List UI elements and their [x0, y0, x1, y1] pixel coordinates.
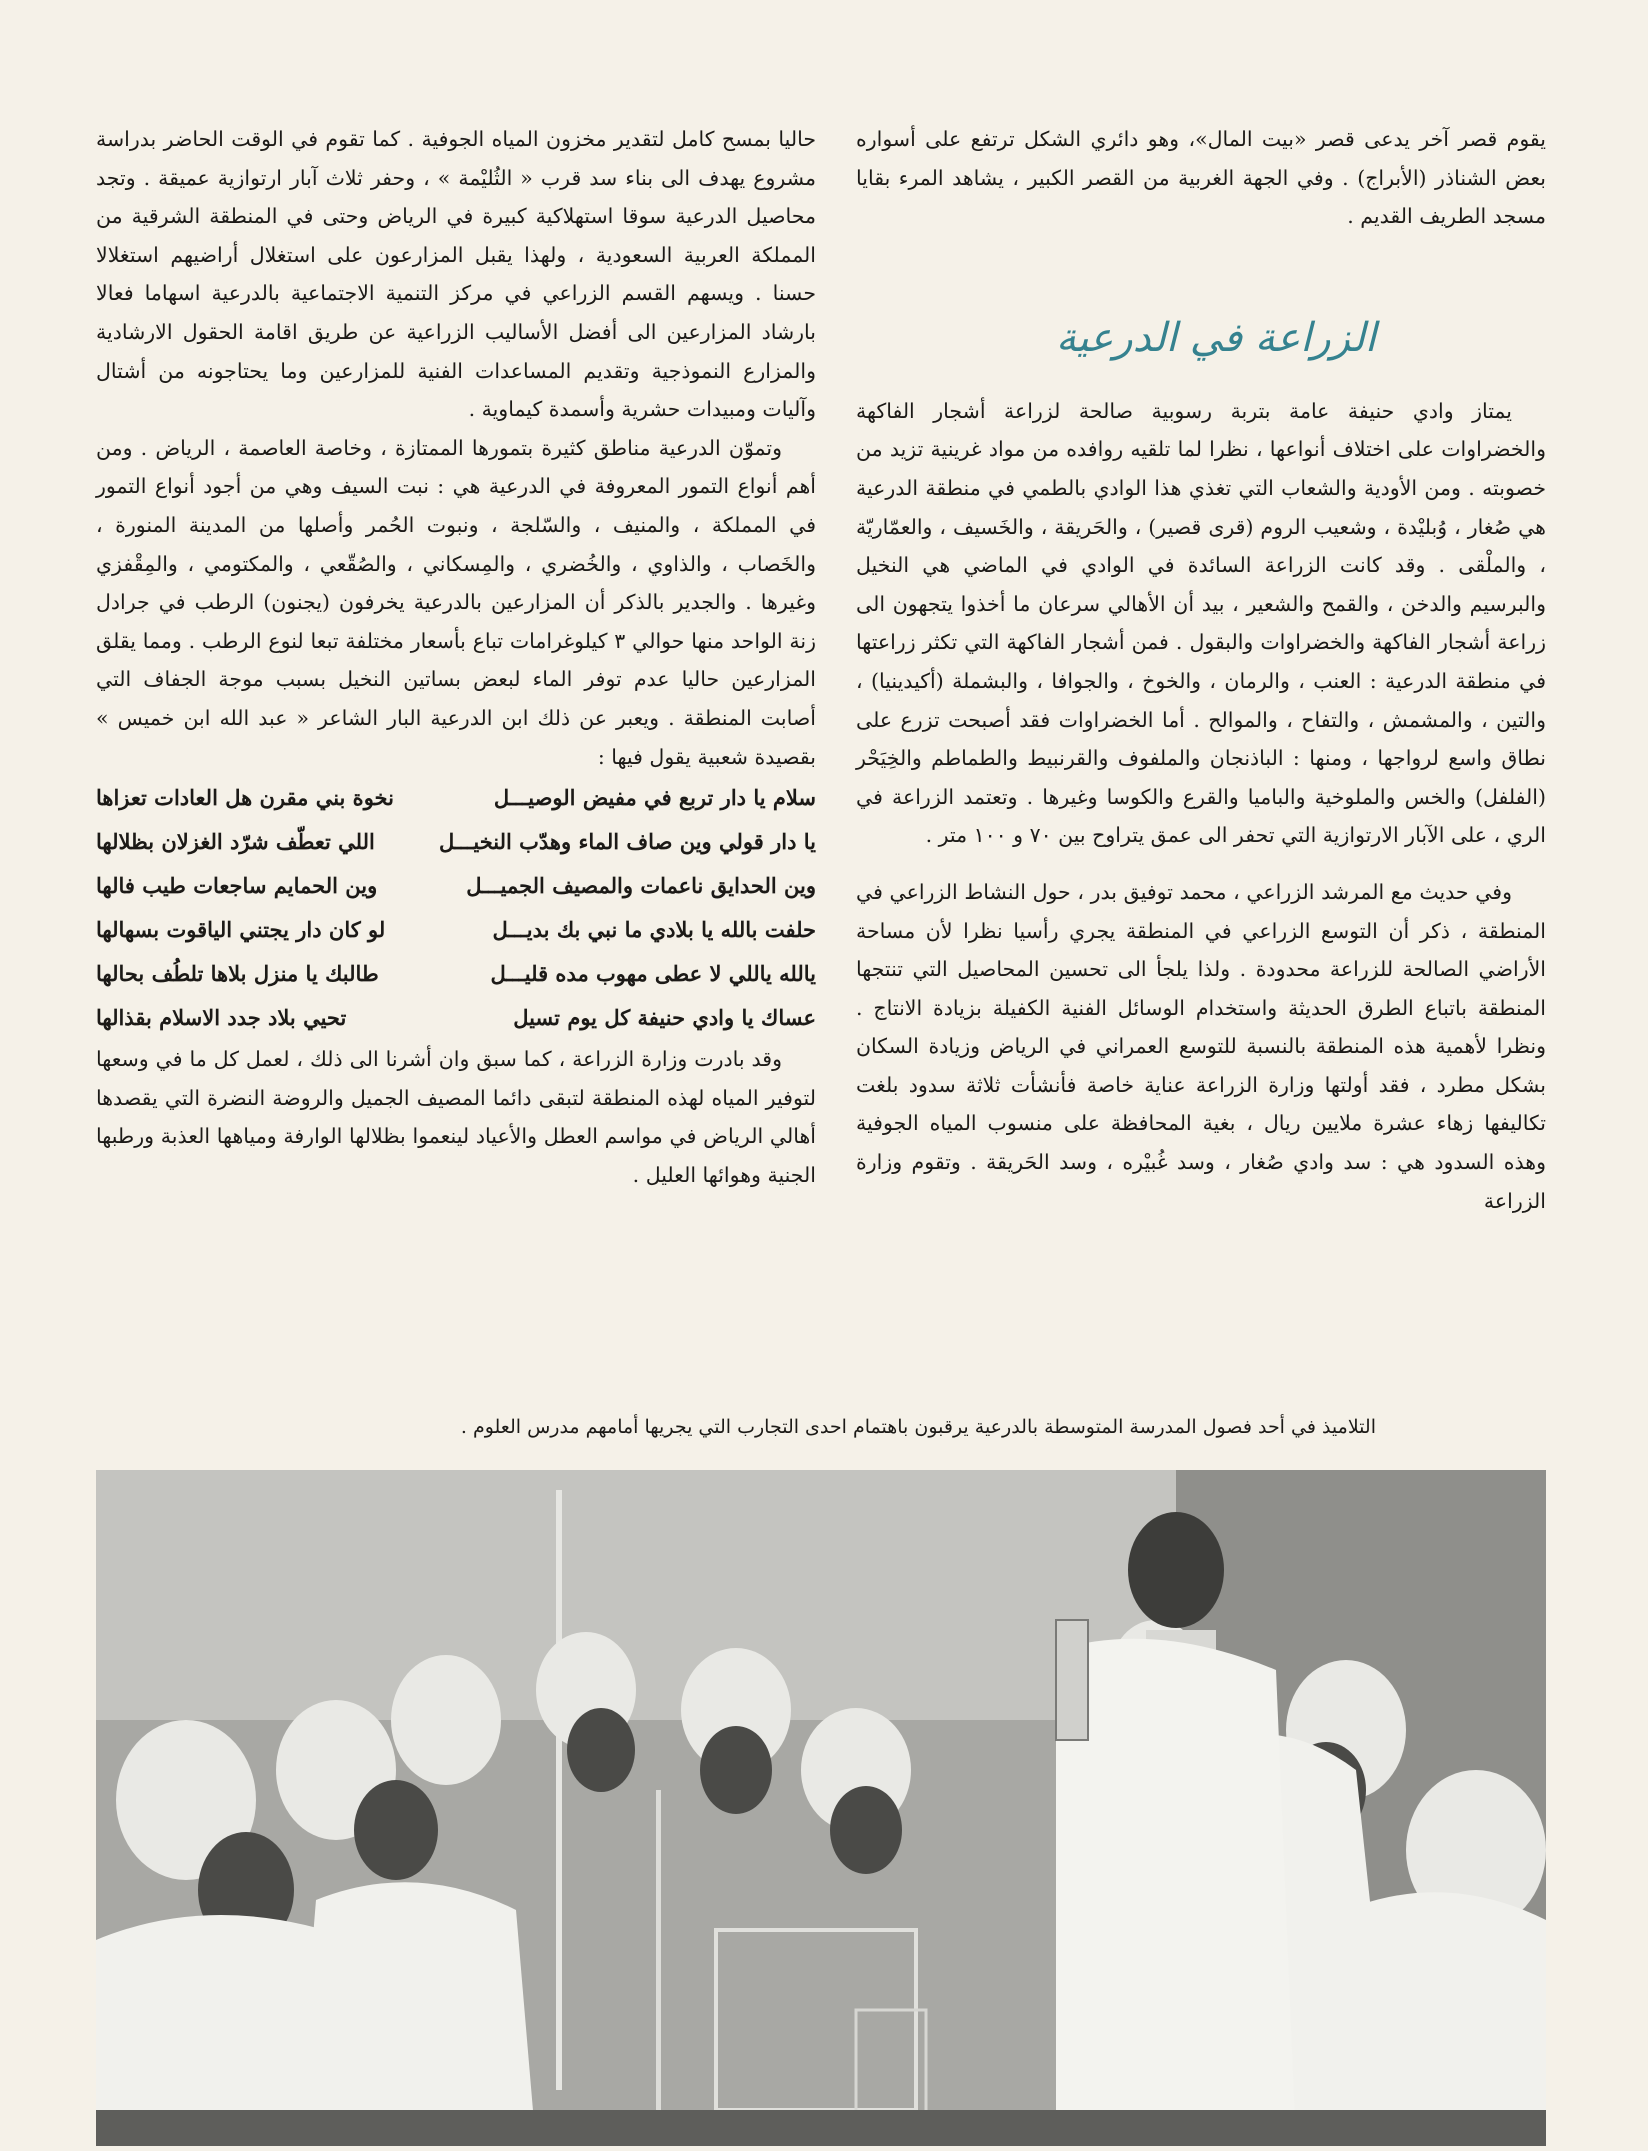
poem-hemistich: سلام يا دار تربع في مفيض الوصيـــل	[493, 785, 816, 811]
photo-caption: التلاميذ في أحد فصول المدرسة المتوسطة بالدرعية يرقبون باهتمام احدى التجارب التي يجريها أمامهم مدرس العلوم .	[460, 1416, 1376, 1438]
poem-hemistich: اللي تعطّف شرّد الغزلان بظلالها	[96, 829, 375, 855]
poem-hemistich: وين الحمايم ساجعات طيب فالها	[96, 873, 378, 899]
closing-paragraph: وقد بادرت وزارة الزراعة ، كما سبق وان أشرنا الى ذلك ، لعمل كل ما في وسعها لتوفير المياه لهذه المنطقة لتبقى دائما المصيف الجميل والروضة النضرة التي يقصدها أهالي الرياض في مواسم العطل والأعياد لينعموا بظلالها الوارفة ومياهها العذبة ورطبها الجنية وهوائها العليل .	[96, 1047, 816, 1187]
left-column	[96, 120, 816, 1194]
paragraph: حاليا بمسح كامل لتقدير مخزون المياه الجوفية . كما تقوم في الوقت الحاضر بدراسة مشروع يهدف الى بناء سد قرب « الثُليْمة » ، وحفر ثلاث آبار ارتوازية عميقة . وتجد محاصيل الدرعية سوقا استهلاكية كبيرة في الرياض وحتى في المنطقة الشرقية من المملكة العربية السعودية ، ولهذا يقبل المزارعون على استغلال أراضيهم استغلالا حسنا . ويسهم القسم الزراعي في مركز التنمية الاجتماعية بالدرعية اسهاما فعالا بارشاد المزارعين الى أفضل الأساليب الزراعية عن طريق اقامة الحقول الارشادية والمزارع النموذجية وتقديم المساعدات الفنية للمزارعين وما يحتاجونه من أشتال وآليات ومبيدات حشرية وأسمدة كيماوية .	[96, 127, 816, 422]
poem-line	[96, 776, 816, 820]
paragraph: يمتاز وادي حنيفة عامة بتربة رسوبية صالحة لزراعة أشجار الفاكهة والخضراوات على اختلاف أنواعها ، نظرا لما تلقيه روافده من مواد غرينية تزيد من خصوبته . ومن الأودية والشعاب التي تغذي هذا الوادي بالطمي في منطقة الدرعية هي صُغار ، وُبليْدة ، وشعيب الروم (قرى قصير) ، والحَريقة ، والخَسيف ، والعمّاريّة ، والملْقى . وقد كانت الزراعة السائدة في الوادي في الماضي هي النخيل والبرسيم والدخن ، والقمح والشعير ، بيد أن الأهالي سرعان ما أخذوا يتجهون الى زراعة أشجار الفاكهة والخضراوات والبقول . فمن أشجار الفاكهة التي تكثر زراعتها في منطقة الدرعية : العنب ، والرمان ، والخوخ ، والجوافا ، والبشملة (أكيدينيا) ، والتين ، والمشمش ، والتفاح ، والموالح . أما الخضراوات فقد أصبحت تزرع على نطاق واسع لرواجها ، ومنها : الباذنجان والملفوف والقرنبيط والطماطم والخِيَحْر (الفلفل) والخس والملوخية والباميا والقرع والكوسا وغيرها . وتعتمد الزراعة في الري ، على الآبار الارتوازية التي تحفر الى عمق يتراوح بين ٧٠ و ١٠٠ متر .	[856, 398, 1546, 848]
poem-hemistich: لو كان دار يجتني الياقوت بسهالها	[96, 917, 386, 943]
poem-hemistich: تحيي بلاد جدد الاسلام بقذالها	[96, 1005, 347, 1031]
intro-paragraph: يقوم قصر آخر يدعى قصر «بيت المال»، وهو دائري الشكل ترتفع على أسواره بعض الشناذر (الأبراج) . وفي الجهة الغربية من القصر الكبير ، يشاهد المرء بقايا مسجد الطريف القديم .	[856, 127, 1546, 229]
poem-line	[96, 864, 816, 908]
paragraph: وفي حديث مع المرشد الزراعي ، محمد توفيق بدر ، حول النشاط الزراعي في المنطقة ، ذكر أن التوسع الزراعي في المنطقة يجري رأسيا نظرا لأن مساحة الأراضي الصالحة للزراعة محدودة . ولذا يلجأ الى تحسين المحاصيل التي تنتجها المنطقة باتباع الطرق الحديثة واستخدام الوسائل الفنية الكفيلة بزيادة الانتاج . ونظرا لأهمية هذه المنطقة بالنسبة للتوسع العمراني في الرياض وزيادة السكان بشكل مطرد ، فقد أولتها وزارة الزراعة عناية خاصة فأنشأت ثلاثة سدود بلغت تكاليفها زهاء عشرة ملايين ريال ، بغية المحافظة على منسوب المياه الجوفية وهذه السدود هي : سد وادي صُغار ، وسد غُبيْره ، وسد الحَريقة . وتقوم وزارة الزراعة	[856, 879, 1546, 1213]
poem-hemistich: نخوة بني مقرن هل العادات تعزاها	[96, 785, 394, 811]
poem-hemistich: حلفت بالله يا بلادي ما نبي بك بديـــل	[492, 917, 816, 943]
right-column	[856, 120, 1546, 1220]
poem-line	[96, 908, 816, 952]
poem-hemistich: طالبك يا منزل بلاها تلطُف بحالها	[96, 961, 379, 987]
poem-hemistich: يا دار قولي وين صاف الماء وهدّب النخيـــل	[439, 829, 816, 855]
poem	[96, 776, 816, 1040]
poem-hemistich: يالله ياللي لا عطى مهوب مده قليـــل	[490, 961, 816, 987]
paragraph: وتموّن الدرعية مناطق كثيرة بتمورها الممتازة ، وخاصة العاصمة ، الرياض . ومن أهم أنواع التمور المعروفة في الدرعية هي : نبت السيف وهي من أجود أنواع التمور في المملكة ، والمنيف ، والسّلجة ، ونبوت الحُمر وأصلها من المدينة المنورة ، والخَصاب ، والذاوي ، والخُضري ، والمِسكاني ، والصُقّعي ، والمكتومي ، والمِقْفزي وغيرها . والجدير بالذكر أن المزارعين بالدرعية يخرفون (يجنون) الرطب في جرادل زنة الواحد منها حوالي ٣ كيلوغرامات تباع بأسعار مختلفة تبعا لنوع الرطب . ومما يقلق المزارعين حاليا عدم توفر الماء لبعض بساتين النخيل بسبب موجة الجفاف التي أصابت المنطقة . ويعبر عن ذلك ابن الدرعية البار الشاعر « عبد الله ابن خميس » بقصيدة شعبية يقول فيها :	[96, 435, 816, 769]
poem-hemistich: وين الحدايق ناعمات والمصيف الجميـــل	[466, 873, 816, 899]
section-heading: الزراعة في الدرعية	[1056, 314, 1376, 361]
poem-hemistich: عساك يا وادي حنيفة كل يوم تسيل	[513, 1005, 816, 1031]
poem-line	[96, 820, 816, 864]
classroom-photo	[96, 1470, 1546, 2146]
poem-line	[96, 996, 816, 1040]
classroom-photo-illustration	[96, 1470, 1546, 2146]
poem-line	[96, 952, 816, 996]
